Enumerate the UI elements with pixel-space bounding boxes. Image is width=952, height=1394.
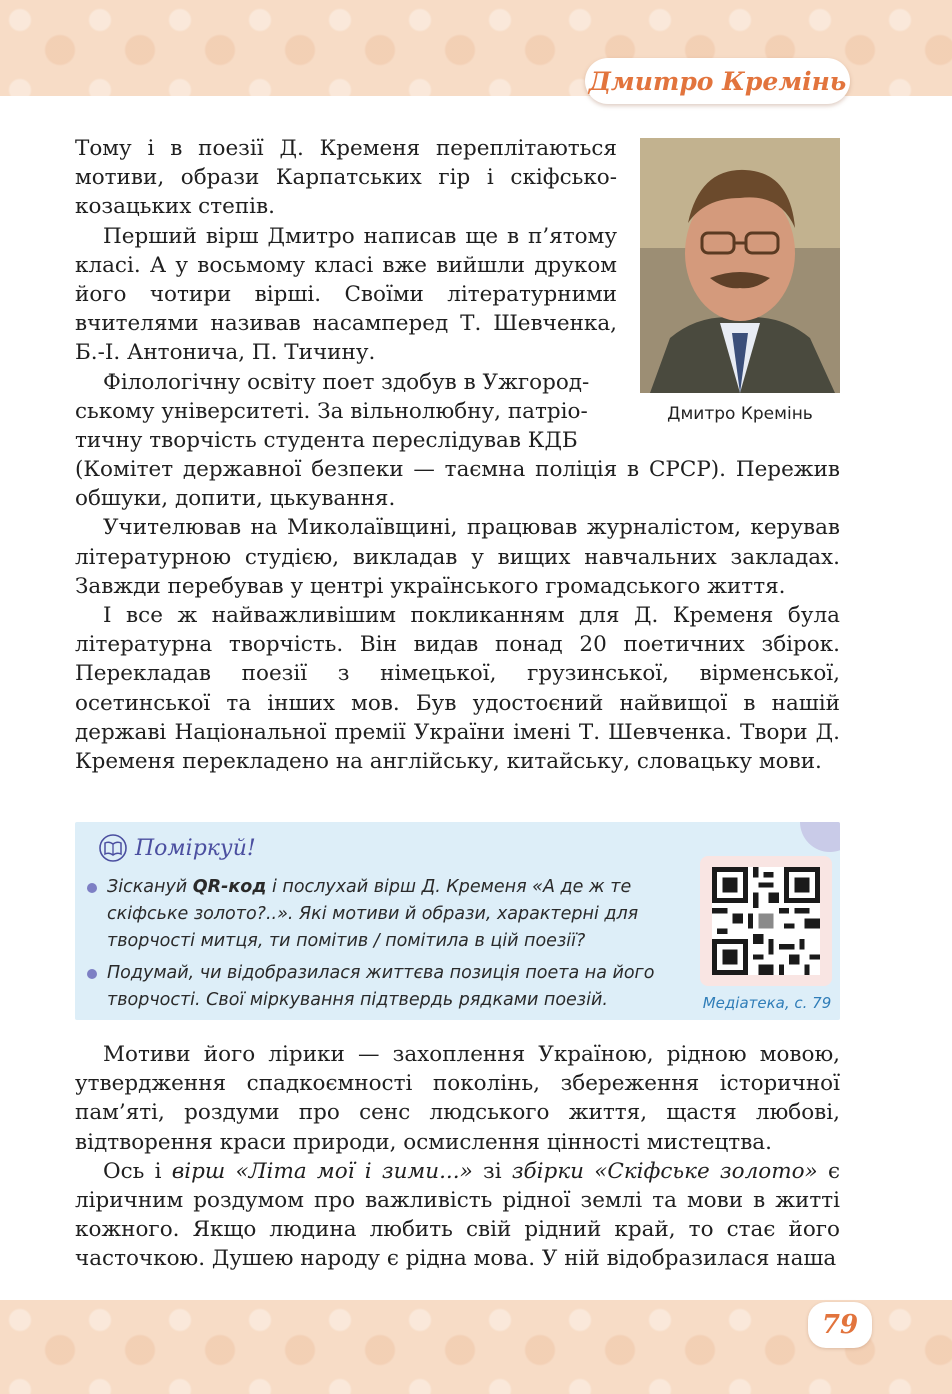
think-list	[87, 874, 687, 1019]
text-column-bottom	[75, 1040, 840, 1274]
corner-decoration	[800, 822, 840, 852]
page-number: 79	[821, 1310, 859, 1340]
collection-title: збірки «Скіфське золото»	[511, 1158, 818, 1184]
bullet	[87, 969, 97, 979]
chapter-title-tab	[585, 58, 850, 104]
text: зі	[472, 1158, 512, 1184]
portrait-image	[640, 138, 840, 393]
paragraph: Тому і в поезії Д. Кременя переплітаються мотиви, образи Карпатських гір і скіфсько-козацьких степів.	[75, 136, 617, 220]
text: Ось і	[103, 1158, 172, 1184]
author-photo	[640, 138, 840, 393]
paragraph-line: ському університеті. За вільнолюбну, патріо-	[75, 398, 588, 424]
book-icon	[97, 834, 129, 862]
think-box-title: Поміркуй!	[135, 835, 256, 861]
page-number-badge	[808, 1302, 872, 1348]
paragraph-line: Філологічну освіту поет здобув в Ужгород-	[103, 369, 590, 395]
text: Зіскануй	[107, 877, 193, 897]
qr-card[interactable]	[700, 856, 832, 986]
chapter-title: Дмитро Кремінь	[588, 66, 847, 96]
think-box-header	[97, 834, 256, 862]
list-item	[87, 874, 687, 955]
text: є ліричним роздумом про важливість рідної землі та мови в житті кожного. Якщо людина любить свій рідний край, то стає його часточкою. Душею народу є рідна мова. У ній відобразилася наша	[75, 1158, 840, 1272]
text-column-middle	[75, 455, 840, 776]
bullet	[87, 883, 97, 893]
qr-code-icon[interactable]	[712, 867, 820, 975]
qr-code-mention: QR-код	[192, 877, 267, 897]
paragraph: Мотиви його лірики — захоплення Україною, рідною мовою, утвердження спадкоємності поколінь, збереження історичної пам’яті, роздуми про сенс людського життя, щастя любові, відтворення краси природи, осмислення цінності мистецтва.	[75, 1042, 840, 1155]
text: і послухай вірш Д. Кременя «А де ж те скіфське золото?..». Які мотиви й образи, характерні для творчості митця, ти помітив / помітила в цій поезії?	[107, 877, 639, 951]
text: Подумай, чи відобразилася життєва позиція поета на його творчості. Свої міркування підтвердь рядками поезій.	[107, 963, 655, 1010]
text-column-top	[75, 134, 617, 455]
paragraph: Перший вірш Дмитро написав ще в п’ятому класі. А у восьмому класі вже вийшли друком його чотири вірші. Своїми літературними вчителями називав насамперед Т. Шевченка, Б.-І. Антонича, П. Тичину.	[75, 223, 617, 366]
paragraph: Учителював на Миколаївщині, працював журналістом, керував літературною студією, викладав у вищих навчальних закладах. Завжди перебував у центрі українського громадського життя.	[75, 515, 840, 599]
think-box	[75, 822, 840, 1020]
poem-title: вірш «Літа мої і зими...»	[171, 1158, 473, 1184]
paragraph	[75, 1157, 840, 1274]
qr-caption: Медіатека, с. 79	[702, 994, 832, 1012]
paragraph: (Комітет державної безпеки — таємна поліція в СРСР). Пережив обшуки, допити, цькування.	[75, 457, 840, 512]
paragraph: І все ж найважливішим покликанням для Д. Кременя була літературна творчість. Він видав понад 20 поетичних збірок. Перекладав поезії з німецької, грузинської, вірменської, осетинської та інших мов. Був удостоєний найвищої в нашій державі Національної премії України імені Т. Шевченка. Твори Д. Кременя перекладено на англійську, китайську, словацьку мови.	[75, 603, 840, 775]
paragraph-line: тичну творчість студента переслідував КДБ	[75, 428, 578, 454]
photo-caption: Дмитро Кремінь	[667, 404, 813, 424]
list-item	[87, 960, 687, 1014]
